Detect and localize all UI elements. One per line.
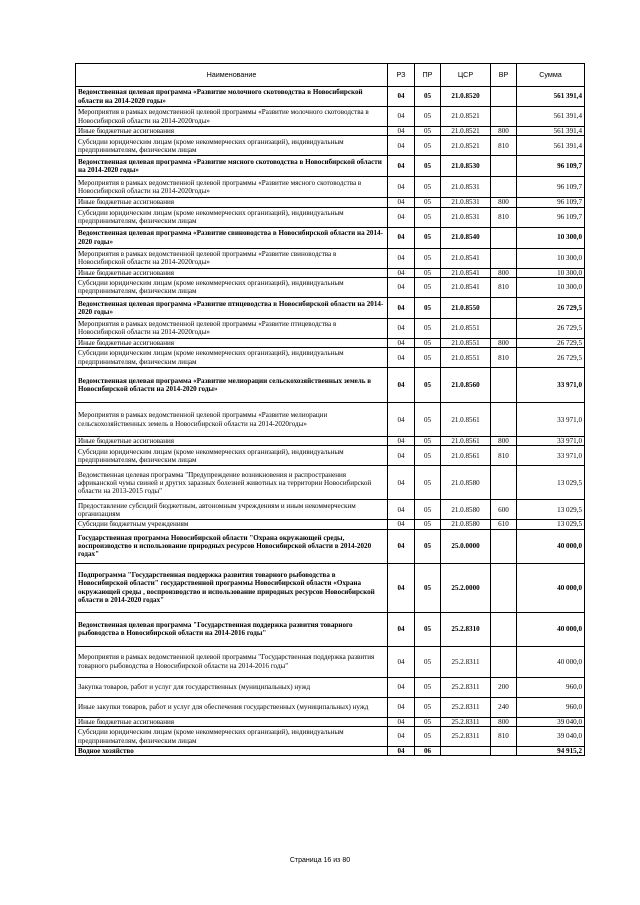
cell-pr: 05 bbox=[415, 403, 441, 437]
cell-pr: 05 bbox=[415, 207, 441, 227]
table-row bbox=[76, 297, 585, 318]
cell-sum: 26 729,5 bbox=[517, 338, 585, 347]
table-row bbox=[76, 227, 585, 248]
cell-vr: 800 bbox=[491, 127, 517, 136]
cell-vr bbox=[491, 529, 517, 563]
header-csr: ЦСР bbox=[441, 64, 491, 87]
cell-rz: 04 bbox=[388, 529, 415, 563]
table-header-row bbox=[76, 64, 585, 87]
cell-csr: 21.0.8541 bbox=[441, 248, 491, 268]
cell-rz: 04 bbox=[388, 466, 415, 500]
cell-csr: 21.0.8531 bbox=[441, 198, 491, 207]
cell-rz: 04 bbox=[388, 500, 415, 520]
table-row bbox=[76, 277, 585, 297]
cell-name: Мероприятия в рамках ведомственной целевой программы «Развитие птицеводства в Новосибирской области на 2014-2020годы» bbox=[76, 318, 388, 338]
cell-pr: 05 bbox=[415, 612, 441, 646]
cell-csr: 25.2.8311 bbox=[441, 697, 491, 717]
cell-sum: 40 000,0 bbox=[517, 529, 585, 563]
table-row bbox=[76, 87, 585, 107]
table-row bbox=[76, 727, 585, 747]
cell-pr: 05 bbox=[415, 338, 441, 347]
cell-rz: 04 bbox=[388, 338, 415, 347]
cell-vr bbox=[491, 563, 517, 612]
cell-vr: 800 bbox=[491, 717, 517, 726]
cell-csr: 21.0.8530 bbox=[441, 156, 491, 177]
cell-vr bbox=[491, 466, 517, 500]
cell-name: Ведомственная целевая программа «Развитие мелиорации сельскохозяйственных земель в Новосибирской области на 2014-2020 годы» bbox=[76, 368, 388, 403]
cell-pr: 05 bbox=[415, 368, 441, 403]
cell-csr: 21.0.8550 bbox=[441, 297, 491, 318]
header-rz: РЗ bbox=[388, 64, 415, 87]
cell-rz: 04 bbox=[388, 198, 415, 207]
cell-sum: 561 391,4 bbox=[517, 127, 585, 136]
cell-name: Иные бюджетные ассигнования bbox=[76, 717, 388, 726]
cell-csr: 21.0.8540 bbox=[441, 227, 491, 248]
cell-name: Ведомственная целевая программа «Развитие молочного скотоводства в Новосибирской области на 2014-2020 годы» bbox=[76, 87, 388, 107]
table-row bbox=[76, 437, 585, 446]
cell-pr: 05 bbox=[415, 136, 441, 156]
cell-pr: 05 bbox=[415, 646, 441, 677]
table-body bbox=[76, 87, 585, 756]
cell-sum: 13 029,5 bbox=[517, 520, 585, 529]
cell-rz: 04 bbox=[388, 717, 415, 726]
cell-csr: 21.0.8580 bbox=[441, 466, 491, 500]
cell-pr: 05 bbox=[415, 563, 441, 612]
cell-vr bbox=[491, 107, 517, 127]
cell-vr bbox=[491, 368, 517, 403]
cell-pr: 05 bbox=[415, 87, 441, 107]
cell-name: Подпрограмма "Государственная поддержка развития товарного рыбоводства в Новосибирской области" государственной программы Новосибирской области «Охрана окружающей среды , воспроизводство и использование природных ресурсов Новосибирской области в 2014-2020 годах" bbox=[76, 563, 388, 612]
page-footer: Страница 16 из 80 bbox=[289, 857, 351, 864]
table-row bbox=[76, 646, 585, 677]
cell-name: Ведомственная целевая программа «Развитие свиноводства в Новосибирской области на 2014-2020 годы» bbox=[76, 227, 388, 248]
cell-name: Государственная программа Новосибирской области "Охрана окружающей среды, воспроизводство и использование природных ресурсов Новосибирской области в 2014-2020 годах" bbox=[76, 529, 388, 563]
cell-pr: 05 bbox=[415, 156, 441, 177]
cell-vr: 810 bbox=[491, 277, 517, 297]
budget-table-container bbox=[75, 63, 584, 756]
cell-name: Иные бюджетные ассигнования bbox=[76, 198, 388, 207]
cell-name: Иные закупки товаров, работ и услуг для обеспечения государственных (муниципальных) нужд bbox=[76, 697, 388, 717]
cell-csr: 25.2.0000 bbox=[441, 563, 491, 612]
cell-pr: 05 bbox=[415, 268, 441, 277]
cell-csr: 21.0.8551 bbox=[441, 338, 491, 347]
cell-csr: 21.0.8531 bbox=[441, 177, 491, 198]
header-name: Наименование bbox=[76, 64, 388, 87]
cell-sum: 33 971,0 bbox=[517, 403, 585, 437]
cell-name: Субсидии бюджетным учреждениям bbox=[76, 520, 388, 529]
cell-rz: 04 bbox=[388, 612, 415, 646]
cell-pr: 05 bbox=[415, 277, 441, 297]
cell-pr: 05 bbox=[415, 500, 441, 520]
cell-name: Водное хозяйство bbox=[76, 747, 388, 756]
table-row bbox=[76, 466, 585, 500]
cell-sum: 960,0 bbox=[517, 677, 585, 697]
cell-rz: 04 bbox=[388, 368, 415, 403]
cell-csr: 21.0.8551 bbox=[441, 318, 491, 338]
cell-pr: 05 bbox=[415, 697, 441, 717]
cell-rz: 04 bbox=[388, 277, 415, 297]
cell-pr: 05 bbox=[415, 727, 441, 747]
cell-rz: 04 bbox=[388, 177, 415, 198]
cell-sum: 26 729,5 bbox=[517, 348, 585, 368]
cell-pr: 05 bbox=[415, 318, 441, 338]
cell-sum: 39 040,0 bbox=[517, 727, 585, 747]
table-row bbox=[76, 500, 585, 520]
cell-vr: 810 bbox=[491, 348, 517, 368]
cell-sum: 96 109,7 bbox=[517, 198, 585, 207]
table-row bbox=[76, 136, 585, 156]
cell-pr: 05 bbox=[415, 466, 441, 500]
cell-sum: 561 391,4 bbox=[517, 136, 585, 156]
cell-rz: 04 bbox=[388, 127, 415, 136]
cell-sum: 40 000,0 bbox=[517, 646, 585, 677]
cell-vr: 800 bbox=[491, 268, 517, 277]
cell-sum: 13 029,5 bbox=[517, 466, 585, 500]
cell-csr: 21.0.8551 bbox=[441, 348, 491, 368]
table-row bbox=[76, 268, 585, 277]
table-row bbox=[76, 177, 585, 198]
cell-name: Иные бюджетные ассигнования bbox=[76, 127, 388, 136]
cell-vr bbox=[491, 747, 517, 756]
cell-rz: 04 bbox=[388, 318, 415, 338]
cell-csr: 25.2.8311 bbox=[441, 646, 491, 677]
cell-pr: 05 bbox=[415, 446, 441, 466]
cell-rz: 04 bbox=[388, 268, 415, 277]
table-row bbox=[76, 446, 585, 466]
cell-vr bbox=[491, 248, 517, 268]
cell-sum: 561 391,4 bbox=[517, 87, 585, 107]
cell-name: Иные бюджетные ассигнования bbox=[76, 338, 388, 347]
cell-sum: 10 300,0 bbox=[517, 248, 585, 268]
table-row bbox=[76, 697, 585, 717]
cell-sum: 561 391,4 bbox=[517, 107, 585, 127]
cell-name: Иные бюджетные ассигнования bbox=[76, 437, 388, 446]
cell-vr: 800 bbox=[491, 198, 517, 207]
cell-rz: 04 bbox=[388, 207, 415, 227]
cell-name: Мероприятия в рамках ведомственной целевой программы «Развитие мясного скотоводства в Новосибирской области на 2014-2020годы» bbox=[76, 177, 388, 198]
header-pr: ПР bbox=[415, 64, 441, 87]
cell-csr: 21.0.8580 bbox=[441, 520, 491, 529]
cell-rz: 04 bbox=[388, 87, 415, 107]
cell-vr: 610 bbox=[491, 520, 517, 529]
cell-pr: 05 bbox=[415, 177, 441, 198]
cell-csr: 21.0.8561 bbox=[441, 446, 491, 466]
table-row bbox=[76, 529, 585, 563]
cell-csr: 25.2.8311 bbox=[441, 727, 491, 747]
cell-sum: 10 300,0 bbox=[517, 227, 585, 248]
cell-name: Мероприятия в рамках ведомственной целевой программы «Развитие мелиорации сельскохозяйственных земель в Новосибирской области на 2014-2020годы» bbox=[76, 403, 388, 437]
table-row bbox=[76, 677, 585, 697]
cell-vr: 800 bbox=[491, 437, 517, 446]
cell-csr: 21.0.8541 bbox=[441, 277, 491, 297]
cell-sum: 94 915,2 bbox=[517, 747, 585, 756]
table-row bbox=[76, 156, 585, 177]
cell-vr bbox=[491, 646, 517, 677]
cell-csr: 21.0.8521 bbox=[441, 127, 491, 136]
cell-pr: 05 bbox=[415, 227, 441, 248]
cell-vr: 800 bbox=[491, 338, 517, 347]
cell-csr: 25.0.0000 bbox=[441, 529, 491, 563]
cell-name: Предоставление субсидий бюджетным, автономным учреждениям и иным некоммерческим организациям bbox=[76, 500, 388, 520]
cell-rz: 04 bbox=[388, 446, 415, 466]
table-row bbox=[76, 338, 585, 347]
cell-pr: 05 bbox=[415, 127, 441, 136]
header-vr: ВР bbox=[491, 64, 517, 87]
cell-vr bbox=[491, 87, 517, 107]
cell-vr: 200 bbox=[491, 677, 517, 697]
table-row bbox=[76, 348, 585, 368]
cell-name: Субсидии юридическим лицам (кроме некоммерческих организаций), индивидуальным предпринимателям, физическим лицам bbox=[76, 207, 388, 227]
cell-name: Ведомственная целевая программа "Предупреждение возникновения и распространения африканской чумы свиней и других заразных болезней животных на территории Новосибирской области на 2013-2015 годы" bbox=[76, 466, 388, 500]
cell-rz: 04 bbox=[388, 107, 415, 127]
cell-csr: 21.0.8520 bbox=[441, 87, 491, 107]
cell-sum: 26 729,5 bbox=[517, 318, 585, 338]
cell-sum: 33 971,0 bbox=[517, 368, 585, 403]
cell-name: Субсидии юридическим лицам (кроме некоммерческих организаций), индивидуальным предпринимателям, физическим лицам bbox=[76, 727, 388, 747]
table-row bbox=[76, 612, 585, 646]
table-row bbox=[76, 207, 585, 227]
cell-name: Мероприятия в рамках ведомственной целевой программы "Государственная поддержка развития товарного рыбоводства в Новосибирской области на 2014-2016 годы" bbox=[76, 646, 388, 677]
cell-name: Ведомственная целевая программа "Государственная поддержка развития товарного рыбоводства в Новосибирской области на 2014-2016 годы" bbox=[76, 612, 388, 646]
cell-pr: 05 bbox=[415, 717, 441, 726]
cell-vr: 810 bbox=[491, 446, 517, 466]
cell-pr: 05 bbox=[415, 520, 441, 529]
cell-csr: 21.0.8561 bbox=[441, 403, 491, 437]
cell-csr: 25.2.8311 bbox=[441, 717, 491, 726]
table-row bbox=[76, 717, 585, 726]
cell-pr: 05 bbox=[415, 248, 441, 268]
cell-name: Мероприятия в рамках ведомственной целевой программы «Развитие молочного скотоводства в Новосибирской области на 2014-2020годы» bbox=[76, 107, 388, 127]
cell-sum: 96 109,7 bbox=[517, 156, 585, 177]
cell-vr: 810 bbox=[491, 207, 517, 227]
cell-rz: 04 bbox=[388, 348, 415, 368]
cell-pr: 05 bbox=[415, 198, 441, 207]
cell-sum: 40 000,0 bbox=[517, 563, 585, 612]
cell-vr bbox=[491, 318, 517, 338]
cell-pr: 05 bbox=[415, 107, 441, 127]
cell-sum: 33 971,0 bbox=[517, 437, 585, 446]
cell-rz: 04 bbox=[388, 520, 415, 529]
cell-name: Субсидии юридическим лицам (кроме некоммерческих организаций), индивидуальным предпринимателям, физическим лицам bbox=[76, 446, 388, 466]
table-row bbox=[76, 318, 585, 338]
cell-sum: 96 109,7 bbox=[517, 207, 585, 227]
cell-csr: 21.0.8541 bbox=[441, 268, 491, 277]
cell-pr: 05 bbox=[415, 348, 441, 368]
cell-sum: 10 300,0 bbox=[517, 277, 585, 297]
cell-sum: 26 729,5 bbox=[517, 297, 585, 318]
cell-rz: 04 bbox=[388, 646, 415, 677]
budget-table bbox=[75, 63, 585, 756]
cell-rz: 04 bbox=[388, 727, 415, 747]
table-row bbox=[76, 403, 585, 437]
header-sum: Сумма bbox=[517, 64, 585, 87]
cell-sum: 40 000,0 bbox=[517, 612, 585, 646]
cell-name: Мероприятия в рамках ведомственной целевой программы «Развитие свиноводства в Новосибирской области на 2014-2020годы» bbox=[76, 248, 388, 268]
cell-rz: 04 bbox=[388, 677, 415, 697]
cell-csr: 25.2.8310 bbox=[441, 612, 491, 646]
cell-csr bbox=[441, 747, 491, 756]
cell-rz: 04 bbox=[388, 747, 415, 756]
cell-vr bbox=[491, 227, 517, 248]
cell-csr: 25.2.8311 bbox=[441, 677, 491, 697]
cell-vr bbox=[491, 403, 517, 437]
cell-vr bbox=[491, 297, 517, 318]
cell-csr: 21.0.8561 bbox=[441, 437, 491, 446]
table-row bbox=[76, 107, 585, 127]
cell-name: Субсидии юридическим лицам (кроме некоммерческих организаций), индивидуальным предпринимателям, физическим лицам bbox=[76, 277, 388, 297]
cell-rz: 04 bbox=[388, 403, 415, 437]
table-row bbox=[76, 520, 585, 529]
cell-csr: 21.0.8560 bbox=[441, 368, 491, 403]
cell-name: Закупка товаров, работ и услуг для государственных (муниципальных) нужд bbox=[76, 677, 388, 697]
cell-vr: 240 bbox=[491, 697, 517, 717]
table-row bbox=[76, 198, 585, 207]
cell-sum: 96 109,7 bbox=[517, 177, 585, 198]
table-row bbox=[76, 248, 585, 268]
cell-vr bbox=[491, 156, 517, 177]
cell-sum: 33 971,0 bbox=[517, 446, 585, 466]
cell-rz: 04 bbox=[388, 227, 415, 248]
cell-vr bbox=[491, 177, 517, 198]
cell-csr: 21.0.8521 bbox=[441, 107, 491, 127]
cell-csr: 21.0.8580 bbox=[441, 500, 491, 520]
cell-rz: 04 bbox=[388, 156, 415, 177]
cell-vr: 810 bbox=[491, 727, 517, 747]
cell-sum: 960,0 bbox=[517, 697, 585, 717]
table-row bbox=[76, 747, 585, 756]
cell-rz: 04 bbox=[388, 563, 415, 612]
cell-vr: 600 bbox=[491, 500, 517, 520]
cell-vr bbox=[491, 612, 517, 646]
cell-rz: 04 bbox=[388, 297, 415, 318]
cell-pr: 05 bbox=[415, 677, 441, 697]
cell-vr: 810 bbox=[491, 136, 517, 156]
cell-pr: 05 bbox=[415, 437, 441, 446]
cell-pr: 05 bbox=[415, 297, 441, 318]
cell-name: Ведомственная целевая программа «Развитие птицеводства в Новосибирской области на 2014-2020 годы» bbox=[76, 297, 388, 318]
table-row bbox=[76, 563, 585, 612]
cell-csr: 21.0.8521 bbox=[441, 136, 491, 156]
cell-sum: 13 029,5 bbox=[517, 500, 585, 520]
cell-name: Субсидии юридическим лицам (кроме некоммерческих организаций), индивидуальным предпринимателям, физическим лицам bbox=[76, 348, 388, 368]
cell-name: Ведомственная целевая программа «Развитие мясного скотоводства в Новосибирской области на 2014-2020 годы» bbox=[76, 156, 388, 177]
cell-name: Иные бюджетные ассигнования bbox=[76, 268, 388, 277]
cell-csr: 21.0.8531 bbox=[441, 207, 491, 227]
cell-rz: 04 bbox=[388, 697, 415, 717]
cell-rz: 04 bbox=[388, 437, 415, 446]
cell-sum: 39 040,0 bbox=[517, 717, 585, 726]
cell-pr: 06 bbox=[415, 747, 441, 756]
cell-rz: 04 bbox=[388, 248, 415, 268]
cell-rz: 04 bbox=[388, 136, 415, 156]
cell-sum: 10 300,0 bbox=[517, 268, 585, 277]
cell-name: Субсидии юридическим лицам (кроме некоммерческих организаций), индивидуальным предпринимателям, физическим лицам bbox=[76, 136, 388, 156]
table-row bbox=[76, 127, 585, 136]
cell-pr: 05 bbox=[415, 529, 441, 563]
table-row bbox=[76, 368, 585, 403]
